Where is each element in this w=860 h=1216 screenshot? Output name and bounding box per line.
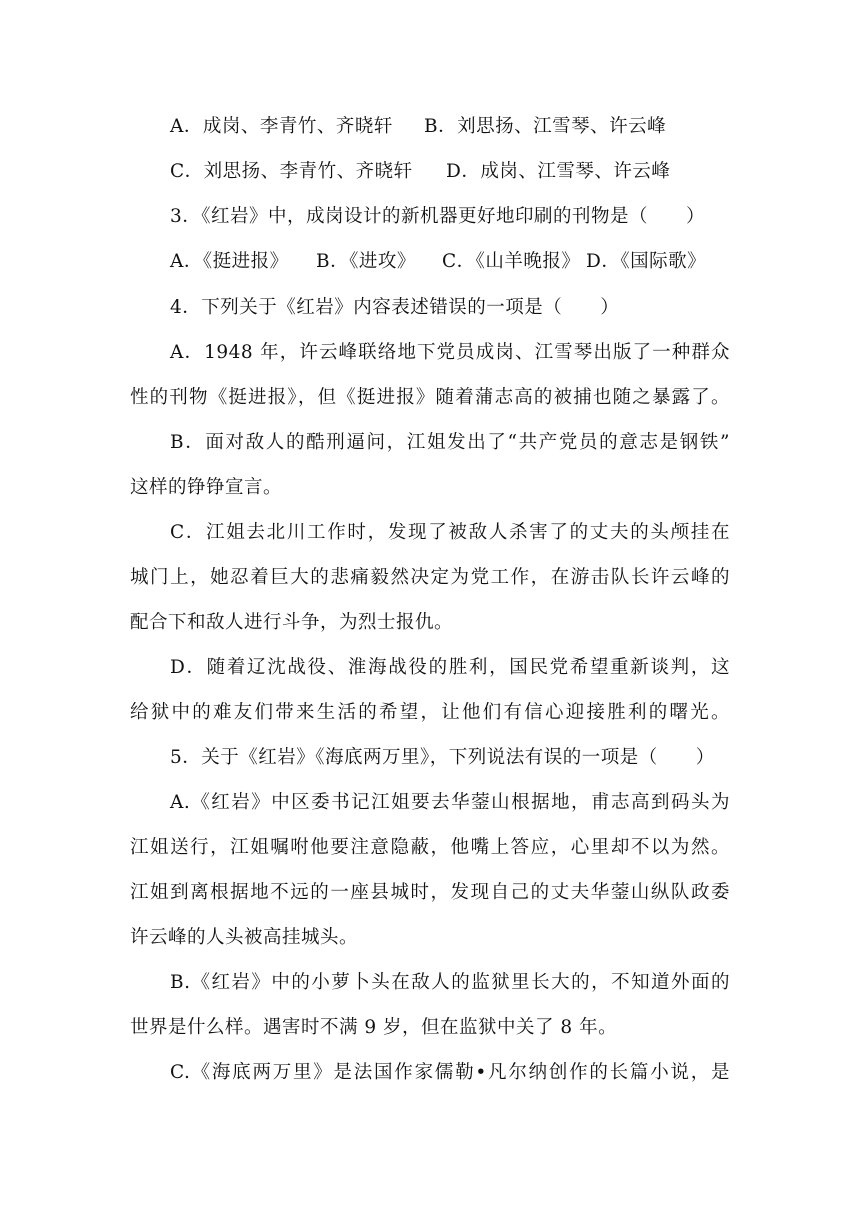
q3-option-d: D．《国际歌》 (586, 251, 707, 272)
q4-option-d-line-1: D．随着辽沈战役、淮海战役的胜利，国民党希望重新谈判，这 (170, 657, 730, 678)
q4-option-b-line-1: B．面对敌人的酷刑逼问，江姐发出了“共产党员的意志是钢铁” (170, 432, 730, 453)
q5-option-b-line-2: 世界是什么样。遇害时不满 9 岁，但在监狱中关了 8 年。 (130, 1017, 618, 1038)
q5-option-a-line-3: 江姐到离根据地不远的一座县城时，发现自己的丈夫华蓥山纵队政委 (130, 882, 730, 903)
q4-option-a-line-1: A．1948 年，许云峰联络地下党员成岗、江雪琴出版了一种群众 (170, 342, 730, 363)
q5-option-a-line-4: 许云峰的人头被高挂城头。 (130, 927, 359, 948)
q3-option-a: A．《挺进报》 (170, 251, 289, 272)
q3-option-c: C．《山羊晚报》 (442, 251, 581, 272)
q5-option-c-line-1: C.《海底两万里》是法国作家儒勒•凡尔纳创作的长篇小说，是 (170, 1062, 730, 1083)
q2-option-d: D．成岗、江雪琴、许云峰 (446, 161, 671, 182)
q3-stem: 3．《红岩》中，成岗设计的新机器更好地印刷的刊物是（ ） (170, 206, 706, 227)
q2-option-a: A．成岗、李青竹、齐晓轩 (170, 116, 393, 137)
q4-option-d-line-2: 给狱中的难友们带来生活的希望，让他们有信心迎接胜利的曙光。 (130, 702, 730, 723)
q4-option-b-line-2: 这样的铮铮宣言。 (130, 477, 283, 498)
q3-option-b: B．《进攻》 (316, 251, 416, 272)
q3-options-row (170, 248, 730, 276)
q5-option-a-line-2: 江姐送行，江姐嘱咐他要注意隐蔽，他嘴上答应，心里却不以为然。 (130, 837, 730, 858)
q2-options-row-1 (170, 113, 730, 141)
q5-option-b-line-1: B.《红岩》中的小萝卜头在敌人的监狱里长大的，不知道外面的 (170, 972, 730, 993)
q4-option-c-line-1: C．江姐去北川工作时，发现了被敌人杀害了的丈夫的头颅挂在 (170, 522, 730, 543)
q4-option-c-line-2: 城门上，她忍着巨大的悲痛毅然决定为党工作，在游击队长许云峰的 (130, 567, 730, 588)
q5-stem: 5．关于《红岩》《海底两万里》，下列说法有误的一项是（ ） (170, 747, 715, 768)
q4-option-c-line-3: 配合下和敌人进行斗争，为烈士报仇。 (130, 612, 454, 633)
q2-options-row-2 (170, 158, 730, 186)
q4-stem: 4．下列关于《红岩》内容表述错误的一项是（ ） (170, 297, 620, 318)
q2-option-b: B．刘思扬、江雪琴、许云峰 (424, 116, 667, 137)
q5-option-a-line-1: A.《红岩》中区委书记江姐要去华蓥山根据地，甫志高到码头为 (170, 792, 730, 813)
q2-option-c: C．刘思扬、李青竹、齐晓轩 (170, 161, 413, 182)
q4-option-a-line-2: 性的刊物《挺进报》，但《挺进报》随着蒲志高的被捕也随之暴露了。 (130, 387, 730, 408)
